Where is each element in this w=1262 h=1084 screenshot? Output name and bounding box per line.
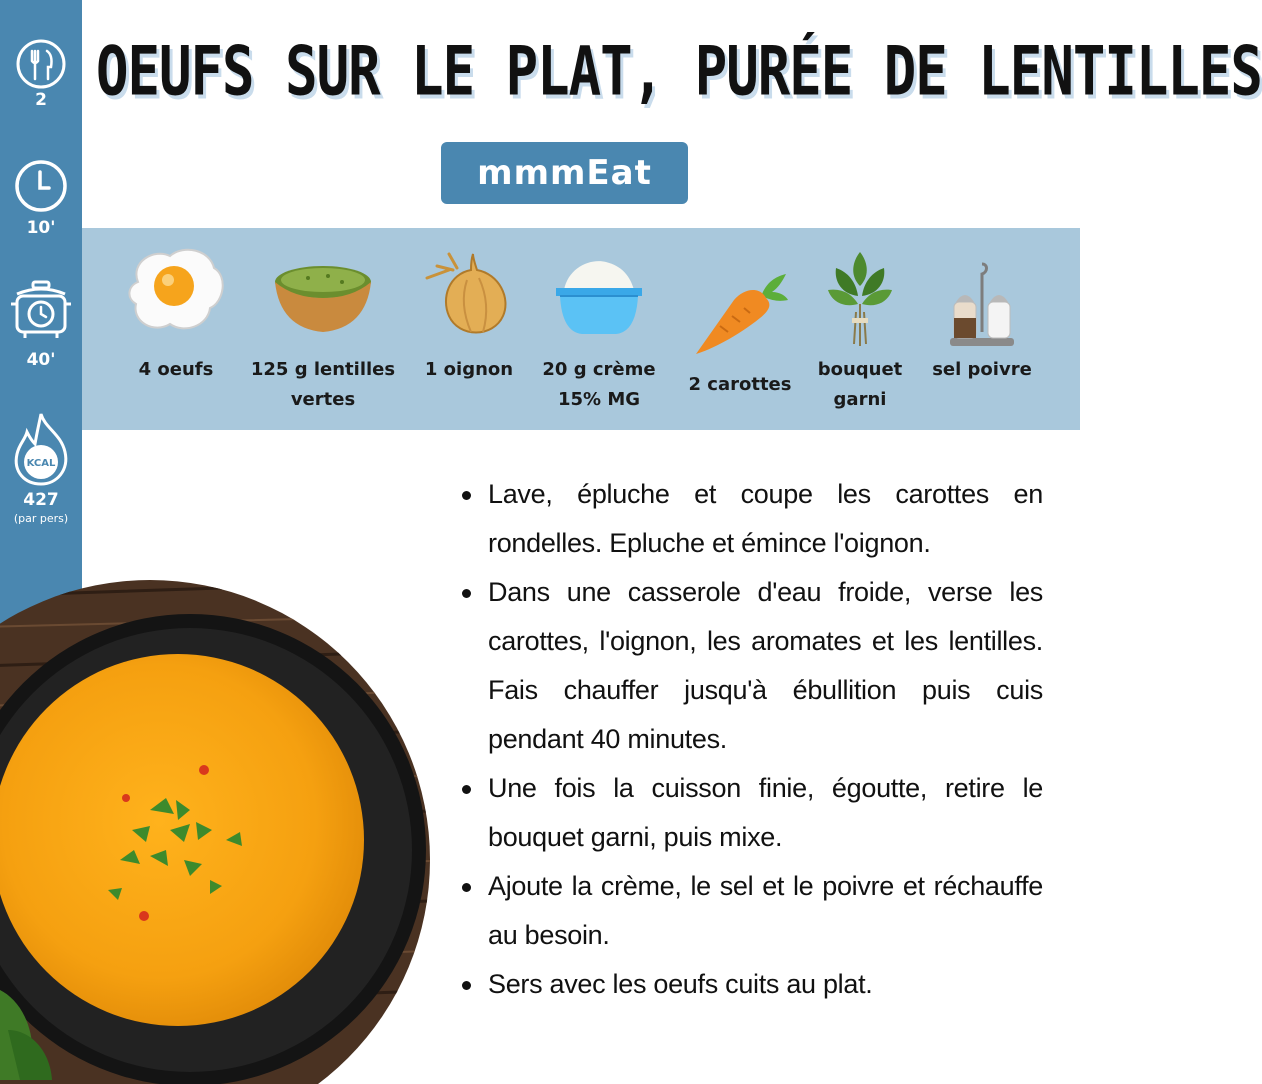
cream-bowl-icon (550, 254, 648, 338)
dish-photo (0, 560, 450, 1080)
list-item (458, 568, 1043, 764)
ingredient-label: 20 g crème 15% MG (542, 359, 656, 410)
bullet-icon (462, 883, 471, 892)
ingredient-label: 125 g lentilles vertes (250, 359, 396, 410)
ingredients-band (82, 228, 1080, 430)
clock-icon (13, 158, 69, 214)
prep-time-block (0, 158, 82, 238)
flame-kcal-icon (9, 410, 73, 488)
list-item (458, 764, 1043, 862)
calories-value: 427 (23, 490, 59, 510)
calories-note: (par pers) (13, 512, 69, 525)
cook-time-block (0, 280, 82, 370)
ingredient-item (670, 228, 810, 430)
list-item (458, 470, 1043, 568)
servings-block (0, 38, 82, 110)
onion-icon (419, 240, 519, 342)
salt-pepper-icon (946, 258, 1018, 350)
ingredient-item (404, 228, 534, 430)
ingredient-item (242, 228, 404, 430)
list-item (458, 960, 1043, 1009)
recipe-steps (458, 470, 1043, 1009)
step-text: Une fois la cuisson finie, égoutte, retire le bouquet garni, puis mixe. (488, 773, 1043, 852)
recipe-title: OEUFS SUR LE PLAT, PURÉE DE LENTILLES (96, 32, 1262, 111)
ingredient-item (932, 228, 1032, 430)
fried-egg-icon (124, 242, 228, 338)
servings-value: 2 (35, 90, 47, 110)
ingredient-item (110, 228, 242, 430)
ingredient-label: 4 oeufs (138, 359, 214, 380)
step-text: Dans une casserole d'eau froide, verse les carottes, l'oignon, les aromates et les lentilles. Fais chauffer jusqu'à ébullition puis cuis pendant 40 minutes. (488, 577, 1043, 754)
step-text: Sers avec les oeufs cuits au plat. (488, 969, 873, 999)
carrot-icon (690, 270, 790, 360)
ingredient-label: sel poivre (932, 359, 1032, 380)
bullet-icon (462, 491, 471, 500)
ingredient-label: 1 oignon (424, 359, 514, 380)
brand-logo: mmmEat (441, 142, 688, 204)
prep-time-value: 10' (26, 218, 56, 238)
pot-timer-icon (9, 280, 73, 342)
kcal-icon-text: KCAL (26, 458, 56, 469)
herb-bouquet-icon (820, 246, 900, 354)
ingredient-label: 2 carottes (688, 374, 792, 395)
bullet-icon (462, 589, 471, 598)
bullet-icon (462, 785, 471, 794)
ingredient-label: bouquet garni (817, 359, 903, 410)
calories-block (0, 410, 82, 525)
lentils-bowl-icon (272, 252, 374, 340)
list-item (458, 862, 1043, 960)
step-text: Ajoute la crème, le sel et le poivre et réchauffe au besoin. (488, 871, 1043, 950)
ingredient-item (534, 228, 664, 430)
bullet-icon (462, 981, 471, 990)
fork-knife-icon (15, 38, 67, 90)
ingredient-item (810, 228, 910, 430)
cook-time-value: 40' (26, 350, 56, 370)
recipe-info-sidebar (0, 0, 82, 640)
step-text: Lave, épluche et coupe les carottes en rondelles. Epluche et émince l'oignon. (488, 479, 1043, 558)
